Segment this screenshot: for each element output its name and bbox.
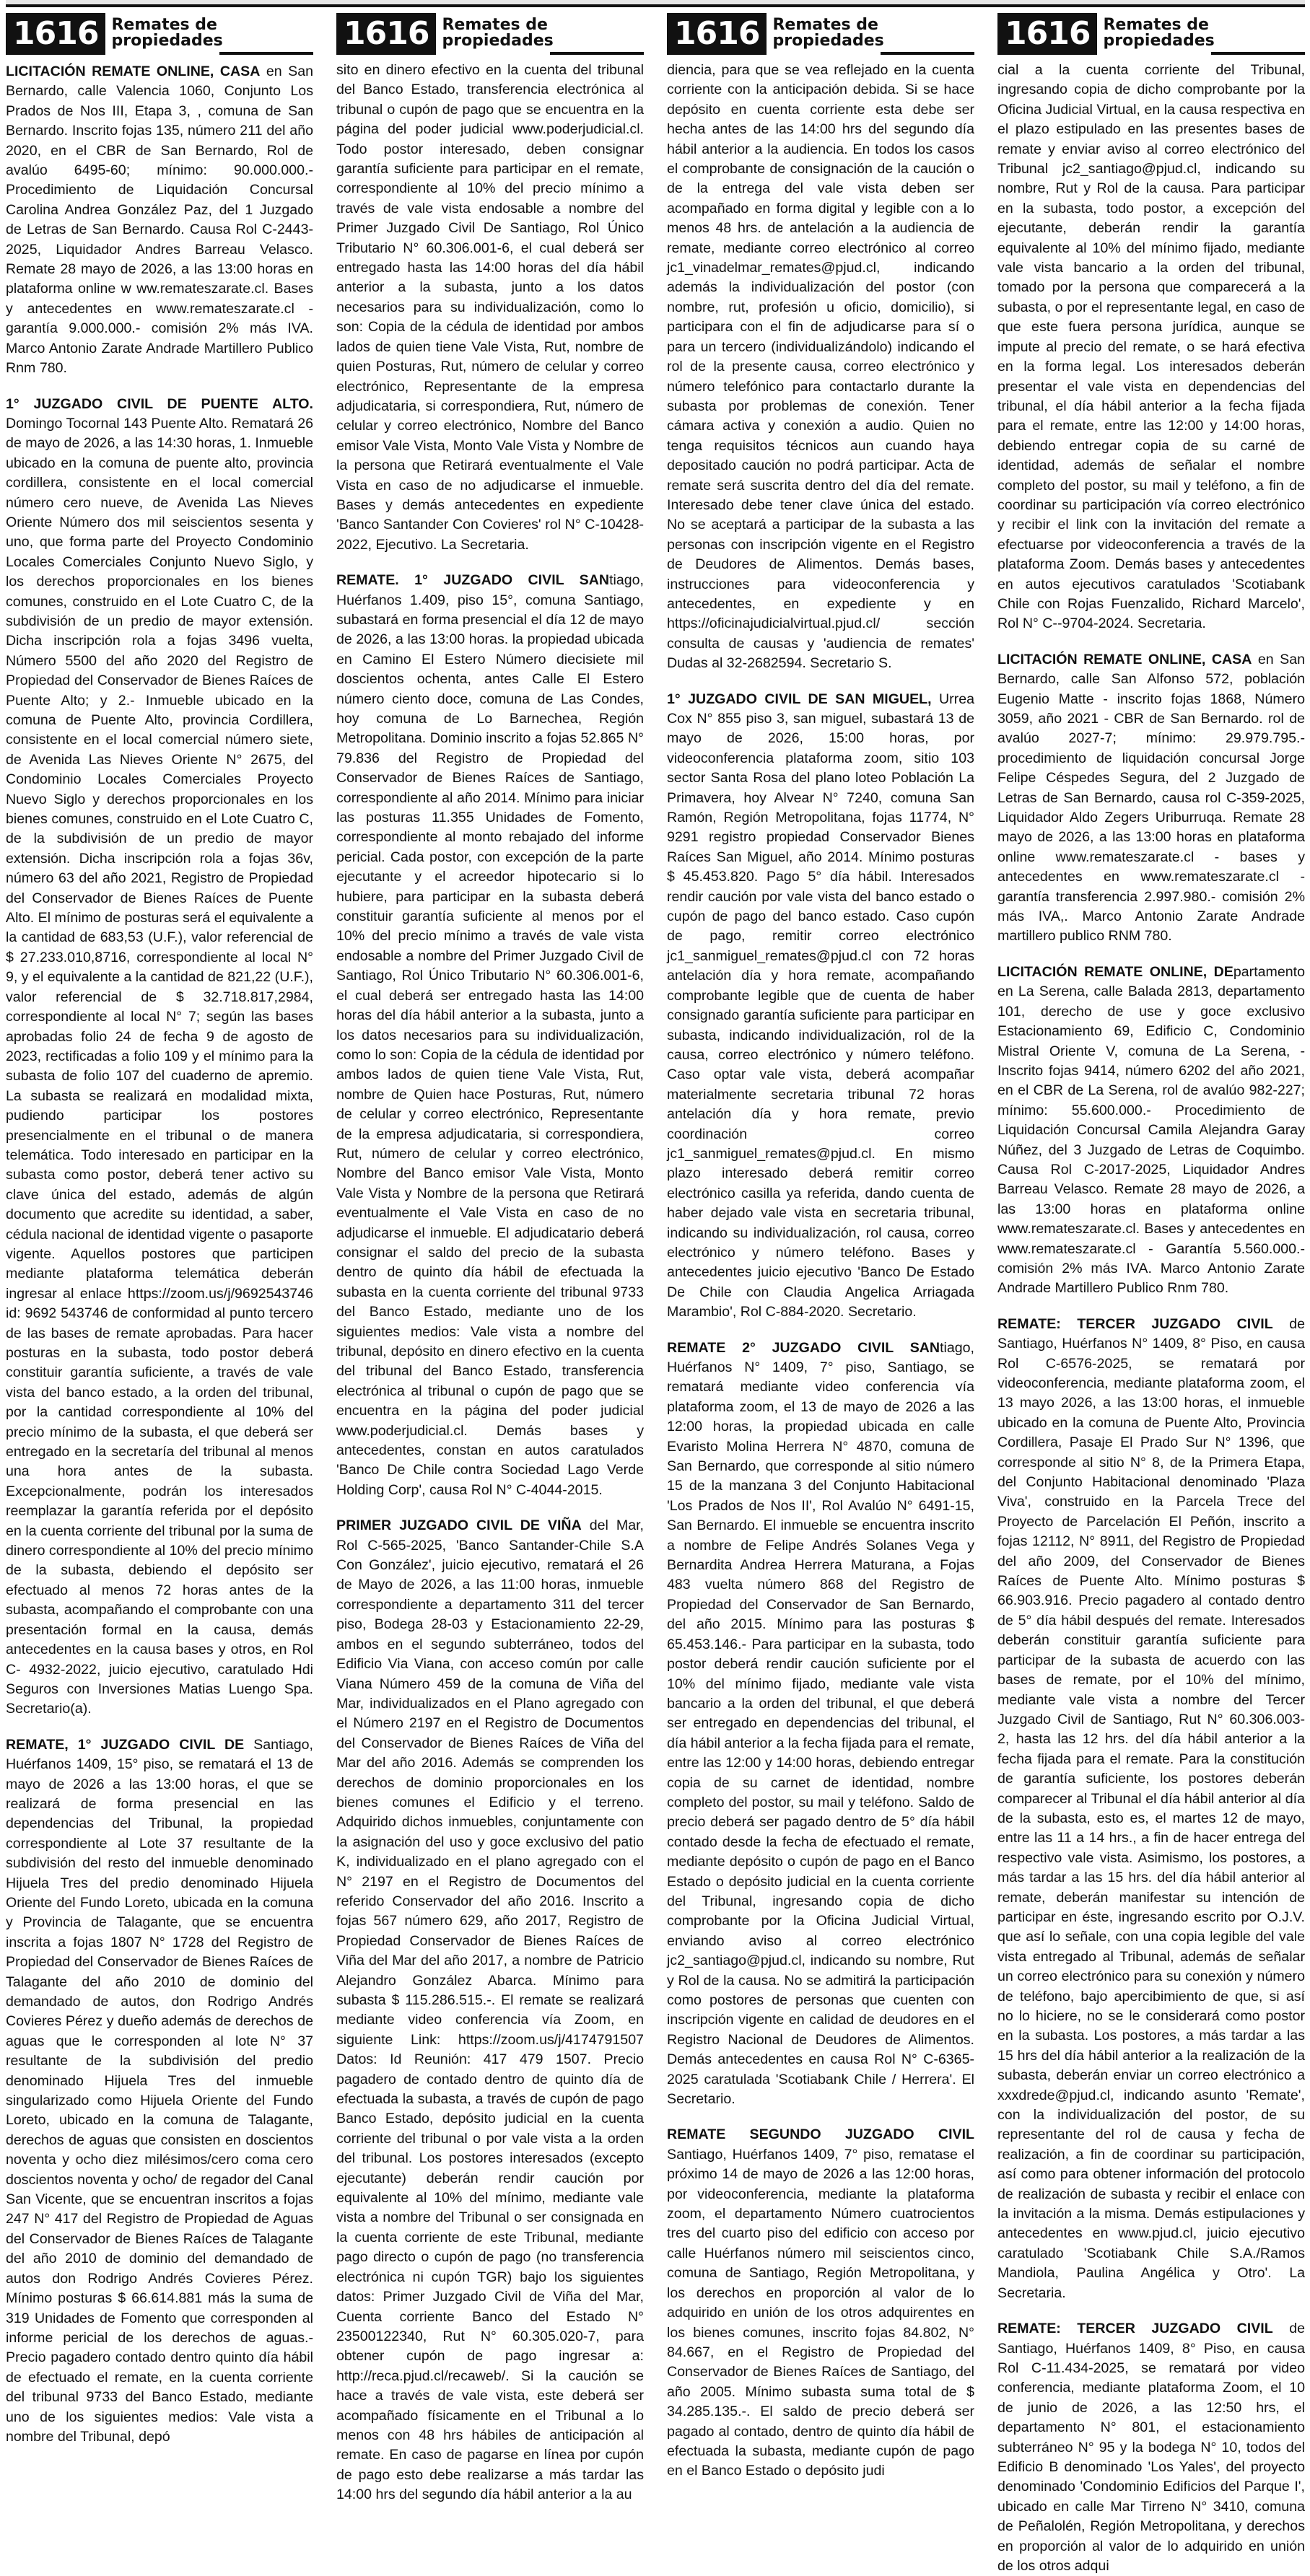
classified-ad (6, 395, 313, 1719)
ad-body: tiago, Huérfanos N° 1409, 7° piso, Santiago, se rematará mediante video conferencia vía plataforma zoom, el 13 de mayo de 2026 a las 12:00 horas, la propiedad ubicada en calle Evaristo Molina Herrera N° 4870, comuna de San Bernardo, que corresponde al sitio número 15 de la manzana 3 del Conjunto Habitacional 'Los Prados de Nos II', Rol Avalúo N° 6491-15, San Bernardo. El inmueble se encuentra inscrito a nombre de Felipe Andrés Solanes Vega y Bernardita Andrea Herrera Maturana, a Fojas 483 vuelta número 868 del Registro de Propiedad del Conservador de San Bernardo, del año 2015. Mínimo para las posturas $ 65.453.146.- Para participar en la subasta, todo postor deberá rendir caución suficiente por el 10% del mínimo fijado, mediante vale vista bancario a la orden del tribunal, el que deberá ser entregado en dependencias del tribunal, el día hábil anterior a la fecha fijada para el remate, entre las 12:00 y 14:00 horas, debiendo entregar copia de su carnet de identidad, nombre completo del postor, su mail y teléfono. Saldo de precio deberá ser pagado dentro de 5° día hábil contado desde la fecha de efectuado el remate, mediante depósito o cupón de pago en el Banco Estado o depósito judicial en la cuenta corriente del Tribunal, ingresando copia de dicho comprobante por la Oficina Judicial Virtual, enviando aviso al correo electrónico jc2_santiago@pjud.cl, indicando su nombre, Rut y Rol de la causa. No se admitirá la participación como postores de personas que cuenten con inscripción vigente en calidad de deudores en el Registro Nacional de Deudores de Alimentos. Demás antecedentes en causa Rol N° C-6365-2025 caratulada 'Scotiabank Chile / Herrera'. El Secretario. (667, 1339, 974, 2108)
classified-ad (6, 1735, 313, 2448)
classified-ad-continued (667, 61, 974, 674)
column-1 (6, 13, 313, 2466)
section-title: Remates de propiedades (1103, 16, 1215, 50)
column-header (336, 13, 644, 55)
ad-body: Domingo Tocornal 143 Puente Alto. Rematará 26 de mayo de 2026, a las 14:30 horas, 1. Inmueble ubicado en la comuna de puente alto, provincia cordillera, consistente en el local comercial número cero nueve, de Avenida Las Nieves Oriente Número dos mil seiscientos sesenta y uno, que forma parte del Proyecto Condominio Locales Comerciales Conjunto Nuevo Siglo, y los derechos proporcionales en los bienes comunes, construido en el Lote Cuatro C, de la subdivisión de un predio de mayor extensión. Dicha inscripción rola a fojas 3496 vuelta, Número 5500 del año 2020 del Registro de Propiedad del Conservador de Bienes Raíces de Puente Alto; y 2.- Inmueble ubicado en la comuna de Puente Alto, provincia Cordillera, consistente en el local comercial número siete, de Avenida Las Nieves Oriente N° 2675, del Condominio Locales Comerciales Proyecto Nuevo Siglo y derechos proporcionales en los bienes comunes, construido en el Lote Cuatro C, de la subdivisión de un predio de mayor extensión. Dicha inscripción rola a fojas 36v, número 63 del año 2021, Registro de Propiedad del Conservador de Bienes Raíces de Puente Alto. El mínimo de posturas será el equivalente a la cantidad de 683,53 (U.F.), valor referencial de $ 27.233.010,8716, correspondiente al local N° 9, y el equivalente a la cantidad de 821,22 (U.F.), valor referencial de $ 32.718.817,2984, correspondiente al local N° 7; según las bases aprobadas folio 24 de fecha 9 de agosto de 2023, rectificadas a folio 109 y el mínimo para la subasta de folio 107 del cuaderno de apremio. La subasta se realizará en modalidad mixta, pudiendo participar los postores presencialmente en el tribunal o de manera telemática. Todo interesado en participar en la subasta como postor, deberá tener activo su clave única del estado, además de algún documento que acredite su identidad, a saber, cédula nacional de identidad vigente o pasaporte vigente. Aquellos postores que participen mediante plataforma telemática deberán ingresar al enlace https://zoom.us/j/9692543746 id: 9692 543746 de conformidad al punto tercero de las bases de remate aprobadas. Para hacer posturas en la subasta, todo postor deberá constituir garantía suficiente, a través de vale vista del banco estado, a la orden del tribunal, por la cantidad correspondiente al 10% del precio mínimo de la subasta, el que deberá ser entregado en la secretaría del tribunal al menos una hora antes de la subasta. Excepcionalmente, podrán los interesados reemplazar la garantía referida por el depósito en la cuenta corriente del tribunal por la suma de dinero correspondiente al 10% del precio mínimo de la subasta, debiendo el depósito ser efectuado al menos 72 horas antes de la subasta, acompañando el comprobante con una presentación formal en la causa, demás antecedentes en la causa bases y otros, en Rol C- 4932-2022, juicio ejecutivo, caratulado Hdi Seguros con Inversiones Matias Luengo Spa. Secretario(a). (6, 415, 313, 1717)
column-header (997, 13, 1305, 55)
ad-lead: REMATE. 1° JUZGADO CIVIL SAN (336, 572, 610, 589)
classified-ad-continued (997, 61, 1305, 634)
classified-ad-continued (336, 61, 644, 555)
columns (6, 13, 1306, 2574)
header-rule (881, 13, 974, 55)
ad-lead: REMATE SEGUNDO JUZGADO CIVIL (667, 2126, 974, 2143)
classified-ad (336, 571, 644, 1500)
ad-body: cial a la cuenta corriente del Tribunal, ingresando copia de dicho comprobante por la Oficina Judicial Virtual, en la causa respectiva en el plazo estipulado en las presentes bases de remate y enviar aviso al correo electrónico del Tribunal jc2_santiago@pjud.cl, indicando su nombre, Rut y Rol de la causa. Para participar en la subasta, todo postor, a excepción del ejecutante, deberán rendir la garantía equivalente al 10% del mínimo fijado, mediante vale vista bancario a la orden del tribunal, tomado por la persona que comparecerá a la subasta, o por el representante legal, en caso de que este fuera persona jurídica, aunque se impute al precio del remate, o se hará efectiva en la forma legal. Los interesados deberán presentar el vale vista en dependencias del tribunal, el día hábil anterior a la fecha fijada para el remate, entre las 12:00 y 14:00 horas, debiendo entregar copia de su carné de identidad, además de señalar el nombre completo del postor, su mail y teléfono, a fin de coordinar su participación vía correo electrónico y recibir el link con la invitación del remate a efectuarse por videoconferencia a través de la plataforma Zoom. Demás bases y antecedentes en autos ejecutivos caratulados 'Scotiabank Chile con Rojas Fuenzalido, Richard Marcelo', Rol N° C--9704-2024. Secretaria. (997, 62, 1305, 632)
ad-body: tiago, Huérfanos 1.409, piso 15°, comuna Santiago, subastará en forma presencial el día 12 de mayo de 2026, a las 13:00 horas. la propiedad ubicada en Camino El Estero Número diecisiete mil doscientos ochenta, antes Calle El Estero número ciento doce, comuna de Las Condes, hoy comuna de Lo Barnechea, Región Metropolitana. Dominio inscrito a fojas 52.865 N° 79.836 del Registro de Propiedad del Conservador de Bienes Raíces de Santiago, correspondiente al año 2014. Mínimo para iniciar las posturas 11.355 Unidades de Fomento, correspondiente al monto rebajado del informe pericial. Cada postor, con excepción de la parte ejecutante y el acreedor hipotecario si lo hubiere, para participar en la subasta deberá constituir garantía suficiente al menos por el 10% del precio mínimo a través de vale vista endosable a nombre del Primer Juzgado Civil de Santiago, Rol Único Tributario N° 60.306.001-6, el cual deberá ser entregado hasta las 14:00 horas del día hábil anterior a la subasta, junto a los datos necesarios para su individualización, como lo son: Copia de la cédula de identidad por ambos lados de quien tiene Vale Vista, Rut, nombre de Quien hace Posturas, Rut, número de celular y correo electrónico, Representante de la empresa adjudicataria, si correspondiera, Rut, número de celular y correo electrónico, Nombre del Banco emisor Vale Vista, Monto Vale Vista y Nombre de la persona que Retirará eventualmente el Vale Vista en caso de no adjudicarse el inmueble. El adjudicatario deberá consignar el saldo del precio de la subasta dentro de quinto día hábil de efectuada la subasta en la cuenta corriente del tribunal 9733 del Banco Estado, mediante uno de los siguientes medios: Vale vista a nombre del tribunal, depósito en dinero efectivo en la cuenta del tribunal del Banco Estado, transferencia electrónica al tribunal o cupón de pago que se encuentra en la página del poder judicial www.poderjudicial.cl. Demás bases y antecedentes, constan en autos caratulados 'Banco De Chile contra Sociedad Lago Verde Holding Corp', causa Rol N° C-4044-2015. (336, 572, 644, 1498)
section-number: 1616 (6, 13, 105, 55)
ad-body: Santiago, Huérfanos 1409, 15° piso, se rematará el 13 de mayo de 2026 a las 13:00 horas, el que se realizará de forma presencial en las dependencias del Tribunal, la propiedad correspondiente al Lote 37 resultante de la subdivisión del resto del inmueble denominado Hijuela Tres del predio denominado Hijuela Oriente del Fundo Loreto, ubicada en la comuna y Provincia de Talagante, que se encuentra inscrita a fojas 1807 N° 1728 del Registro de Propiedad del Conservador de Bienes Raíces de Talagante del año 2010 de dominio del demandado de autos, don Rodrigo Andrés Covieres Pérez y dueño además de derechos de aguas que le corresponden al lote N° 37 resultante de la subdivisión del predio denominado Hijuela Tres del inmueble singularizado como Hijuela Oriente del Fundo Loreto, ubicado en la comuna de Talagante, derechos de aguas que consisten en doscientos noventa y ocho diez milésimos/cero coma cero doscientos noventa y ocho/ de regador del Canal San Vicente, que se encuentran inscritos a fojas 247 N° 417 del Registro de Propiedad de Aguas del Conservador de Bienes Raíces de Talagante del año 2010 de dominio del demandado de autos don Rodrigo Andrés Covieres Pérez. Mínimo posturas $ 66.614.881 más la suma de 319 Unidades de Fomento que corresponden al informe pericial de los derechos de aguas.- Precio pagadero contado dentro quinto día hábil de efectuado el remate, en la cuenta corriente del tribunal 9733 del Banco Estado, mediante uno de los siguientes medios: Vale vista a nombre del Tribunal, depó (6, 1736, 313, 2445)
ad-body: diencia, para que se vea reflejado en la cuenta corriente con la anticipación debida. Si se hace depósito en cuenta corriente esta debe ser hecha antes de las 14:00 hrs del segundo día hábil anterior a la audiencia. En todos los casos el comprobante de consignación de la caución o de la entrega del vale vista deben ser acompañado en forma digital y legible con a lo menos 48 hrs. de antelación a la audiencia de remate, mediante correo electrónico al correo jc1_vinadelmar_remates@pjud.cl, indicando además la individualización del postor (con nombre, rut, profesión u oficio, domicilio), si participara con el fin de adjudicarse para sí o para un tercero (individualizándolo) indicando el rol de la presente causa, correo electrónico y número telefónico para contactarlo durante la subasta por problemas de conexión. Tener cámara activa y conexión a audio. Quien no tenga requisitos técnicos aun cuando haya depositado caución no podrá participar. Acta de remate será suscrita dentro del día del remate. Interesado debe tener clave única del estado. No se aceptará a participar de la subasta a las personas con inscripción vigente en el Registro de Deudores de Alimentos. Demás bases, instrucciones para videoconferencia y antecedentes, en expediente y en https://oficinajudicialvirtual.pjud.cl/ sección consulta de causas y 'audiencia de remates' Dudas al 32-2682594. Secretario S. (667, 62, 974, 672)
column-3 (667, 13, 974, 2479)
ad-body: partamento en La Serena, calle Balada 2813, departamento 101, derecho de use y goce exclusivo Estacionamiento 69, Edificio C, Condominio Mistral Oriente V, comuna de La Serena, -Inscrito fojas 9414, número 6202 del año 2021, en el CBR de La Serena, rol de avalúo 982-227; mínimo: 55.600.000.- Procedimiento de Liquidación Concursal Camila Alejandra Garay Núñez, del 3 Juzgado de Letras de Coquimbo. Causa Rol C-2017-2025, Liquidador Andres Barreau Velasco. Remate 28 mayo de 2026, a las 13:00 horas en plataforma online www.remateszarate.cl. Bases y antecedentes en www.remateszarate.cl - Garantía 5.560.000.- comisión 2% más IVA. Marco Antonio Zarate Andrade Martillero Publico Rnm 780. (997, 963, 1305, 1297)
section-number: 1616 (997, 13, 1097, 55)
header-rule (1211, 13, 1305, 55)
ad-body: del Mar, Rol C-565-2025, 'Banco Santander-Chile S.A Con González', juicio ejecutivo, rematará el 26 de Mayo de 2026, a las 11:00 horas, inmueble correspondiente a departamento 311 del tercer piso, Bodega 28-03 y Estacionamiento 22-29, ambos en el segundo subterráneo, todos del Edificio Via Viana, con acceso común por calle Viana Número 459 de la comuna de Viña del Mar, individualizados en el Plano agregado con el Número 2197 en el Registro de Documentos del Conservador de Bienes Raíces de Viña del Mar del año 2016. Además se comprenden los derechos de dominio proporcionales en los bienes comunes el Edificio y el terreno. Adquirido dichos inmuebles, conjuntamente con la asignación del uso y goce exclusivo del patio K, individualizado en el plano agregado con el N° 2197 en el Registro de Documentos del referido Conservador del año 2016. Inscrito a fojas 567 número 629, año 2017, Registro de Propiedad Conservador de Bienes Raíces de Viña del Mar del año 2017, a nombre de Patricio Alejandro González Abarca. Mínimo para subasta $ 115.286.515.-. El remate se realizará mediante video conferencia vía Zoom, en siguiente Link: https://zoom.us/j/4174791507 Datos: Id Reunión: 417 479 1507. Precio pagadero de contado dentro de quinto día de efectuada la subasta, a través de cupón de pago Banco Estado, depósito judicial en la cuenta corriente del tribunal o por vale vista a la orden del tribunal. Los postores interesados (excepto ejecutante) deberán rendir caución por equivalente al 10% del mínimo, mediante vale vista a nombre del Tribunal o ser consignada en la cuenta corriente de este Tribunal, mediante pago directo o cupón de pago (no transferencia electrónica ni cupón TGR) bajo los siguientes datos: Primer Juzgado Civil de Viña del Mar, Cuenta corriente Banco del Estado N° 23500122340, Rut N° 60.305.020-7, para obtener cupón de pago ingresar a: http://reca.pjud.cl/recaweb/. Si la caución se hace a través de vale vista, este deberá ser acompañado físicamente en el Tribunal a lo menos con 48 hrs hábiles de anticipación al remate. En caso de pagarse en línea por cupón de pago esto debe realizarse a más tardar las 14:00 hrs del segundo día hábil anterior a la au (336, 1517, 644, 2503)
ad-lead: 1° JUZGADO CIVIL DE PUENTE ALTO. (6, 395, 313, 412)
section-title: Remates de propiedades (772, 16, 884, 50)
top-rule (6, 4, 1305, 7)
ad-lead: 1° JUZGADO CIVIL DE SAN MIGUEL, (667, 691, 932, 707)
classified-ad (667, 2125, 974, 2481)
ad-lead: LICITACIÓN REMATE ONLINE, CASA (6, 63, 261, 79)
column-header (667, 13, 974, 55)
ad-body: de Santiago, Huérfanos N° 1409, 8° Piso, en causa Rol C-6576-2025, se rematará por videoconferencia, mediante plataforma zoom, el 13 mayo 2026, a las 13:00 horas, el inmueble ubicado en la comuna de Puente Alto, Provincia Cordillera, Pasaje El Prado Sur N° 1396, que corresponde al sitio N° 8, de la Primera Etapa, del Conjunto Habitacional denominado 'Plaza Viva', construido en la Parcela Trece del Proyecto de Parcelación El Peñón, inscrito a fojas 12112, N° 8911, del Registro de Propiedad del año 2009, del Conservador de Bienes Raíces de Puente Alto. Mínimo posturas $ 66.903.916. Precio pagadero al contado dentro de 5° día hábil después del remate. Interesados deberán constituir garantía suficiente para participar de la subasta de acuerdo con las bases de remate, por el 10% del mínimo, mediante vale vista a nombre del Tercer Juzgado Civil de Santiago, Rut N° 60.306.003- 2, hasta las 12 hrs. del día hábil anterior a la fecha fijada para el remate. Para la constitución de garantía suficiente, los postores deberán comparecer al Tribunal el día hábil anterior al día de la subasta, esto es, el martes 12 de mayo, entre las 11 a 14 hrs., a fin de hacer entrega del respectivo vale vista. Asimismo, los postores, a más tardar a las 15 hrs. del día hábil anterior al remate, deberán manifestar su intención de participar en éste, ingresando escrito por O.J.V. que así lo señale, con una copia legible del vale vista entregado al Tribunal, además de señalar un correo electrónico para su conexión y número de teléfono, bajo apercibimiento de que, si así no lo hiciere, no se le considerará como postor en la subasta. Los postores, a más tardar a las 15 hrs del día hábil anterior a la realización de la subasta, deberán enviar un correo electrónico a xxxdrede@pjud.cl, indicando asunto 'Remate', con la individualización del postor, de su representante del rol de causa y fecha de realización, a fin de coordinar su participación, así como para obtener información del protocolo de realización de subasta y recibir el enlace con la invitación a la misma. Demás estipulaciones y antecedentes en www.pjud.cl, juicio ejecutivo caratulado 'Scotiabank Chile S.A./Ramos Mandiola, Paulina Angélica y Otro'. La Secretaria. (997, 1315, 1305, 2301)
ad-body: en San Bernardo, calle San Alfonso 572, población Eugenio Matte - inscrito fojas 1868, Número 3059, año 2021 - CBR de San Bernardo. rol de avalúo 2027-7; mínimo: 29.979.795.- procedimiento de liquidación concursal Jorge Felipe Céspedes Segura, del 2 Juzgado de Letras de San Bernardo, causa rol C-359-2025, Liquidador Aldo Zegers Uriburruqa. Remate 28 mayo de 2026, a las 13:00 horas en plataforma online www.remateszarate.cl - bases y antecedentes en www.remateszarate.cl - garantía transferencia 2.997.980.- comisión 2% más IVA,. Marco Antonio Zarate Andrade martillero publico RNM 780. (997, 651, 1306, 945)
ad-lead: REMATE: TERCER JUZGADO CIVIL (997, 2321, 1273, 2337)
classified-ad (997, 963, 1305, 1299)
column-header (6, 13, 313, 55)
newspaper-page (6, 0, 1306, 2574)
ad-body: Santiago, Huérfanos 1409, 7° piso, rematase el próximo 14 de mayo de 2026 a las 12:00 horas, por videoconferencia, mediante la plataforma zoom, el departamento Número cuatrocientos tres del cuarto piso del edificio con acceso por calle Huérfanos número mil seiscientos cinco, comuna de Santiago, Región Metropolitana, y los derechos en proporción al valor de lo adquirido en unión de los otros adquirentes en los bienes comunes, inscrito fojas 84.802, N° 84.667, en el Registro de Propiedad del Conservador de Bienes Raíces de Santiago, del año 2005. Mínimo subasta suma total de $ 34.285.135.-. El saldo de precio deberá ser pagado al contado, dentro de quinto día hábil de efectuada la subasta, mediante cupón de pago en el Banco Estado o depósito judi (667, 2146, 974, 2479)
classified-ad (997, 1315, 1305, 2303)
section-title: Remates de propiedades (111, 16, 223, 50)
ad-body: en San Bernardo, calle Valencia 1060, Conjunto Los Prados de Nos III, Etapa 3, , comuna de San Bernardo. Inscrito fojas 135, número 211 del año 2020, en el CBR de San Bernardo, Rol de avalúo 6495-60; mínimo: 90.000.000.- Procedimiento de Liquidación Concursal Carolina Andrea González Paz, del 1 Juzgado de Letras de San Bernardo. Causa Rol C-2443-2025, Liquidador Andres Barreau Velasco. Remate 28 mayo de 2026, a las 13:00 horas en plataforma online w ww.remateszarate.cl. Bases y antecedentes en www.remateszarate.cl - garantía 9.000.000.- comisión 2% más IVA. Marco Antonio Zarate Andrade Martillero Publico Rnm 780. (6, 63, 314, 377)
ad-body: sito en dinero efectivo en la cuenta del tribunal del Banco Estado, transferencia electrónica al tribunal o cupón de pago que se encuentra en la página del poder judicial www.poderjudicial.cl. Todo postor interesado, deben consignar garantía suficiente para participar en el remate, correspondiente al 10% del precio mínimo a través de vale vista endosable a nombre del Primer Juzgado Civil De Santiago, Rol Único Tributario N° 60.306.001-6, el cual deberá ser entregado hasta las 14:00 horas del día hábil anterior a la subasta, junto a los datos necesarios para su individualización, como lo son: Copia de la cédula de identidad por ambos lados de quien tiene Vale Vista, Rut, nombre de quien Posturas, Rut, número de celular y correo electrónico, Representante de la empresa adjudicataria, si correspondiera, Rut, número de celular y correo electrónico, Nombre del Banco emisor Vale Vista, Monto Vale Vista y Nombre de la persona que Retirará eventualmente el Vale Vista en caso de no adjudicarse el inmueble. Bases y demás antecedentes en expediente 'Banco Santander Con Covieres' rol N° C-10428-2022, Ejecutivo. La Secretaria. (336, 62, 644, 553)
ad-lead: REMATE: TERCER JUZGADO CIVIL (997, 1315, 1273, 1332)
classified-ad (667, 690, 974, 1323)
ad-lead: LICITACIÓN REMATE ONLINE, DE (997, 963, 1233, 980)
ad-body: de Santiago, Huérfanos 1409, 8° Piso, en causa Rol C-11.434-2025, se rematará por video conferencia, mediante plataforma Zoom, el 10 de junio de 2026, a las 12:50 hrs, el departamento N° 801, el estacionamiento subterráneo N° 95 y la bodega N° 10, todos del Edificio B denominado 'Los Yales', del proyecto denominado 'Condominio Edificios del Parque I', ubicado en calle Mar Tirreno N° 3410, comuna de Peñalolén, Región Metropolitana, y derechos en proporción al valor de lo adquirido en unión de los otros adqui (997, 2321, 1305, 2574)
classified-ad (6, 62, 313, 379)
column-4 (997, 13, 1306, 2574)
ad-lead: PRIMER JUZGADO CIVIL DE VIÑA (336, 1517, 582, 1534)
column-2 (336, 13, 644, 2503)
section-number: 1616 (667, 13, 767, 55)
classified-ad (336, 1516, 644, 2505)
classified-ad (997, 650, 1305, 947)
classified-ad (667, 1339, 974, 2110)
section-title: Remates de propiedades (442, 16, 554, 50)
header-rule (219, 13, 313, 55)
ad-lead: REMATE, 1° JUZGADO CIVIL DE (6, 1736, 245, 1753)
ad-lead: LICITACIÓN REMATE ONLINE, CASA (997, 651, 1252, 667)
section-number: 1616 (336, 13, 436, 55)
ad-lead: REMATE 2° JUZGADO CIVIL SAN (667, 1339, 940, 1356)
header-rule (550, 13, 644, 55)
ad-body: Urrea Cox N° 855 piso 3, san miguel, subastará 13 de mayo de 2026, 15:00 horas, por videoconferencia plataforma zoom, sitio 103 sector Santa Rosa del plano loteo Población La Primavera, hoy Alvear N° 7240, comuna San Ramón, Región Metropolitana, fojas 11774, N° 9291 registro propiedad Conservador Bienes Raíces San Miguel, año 2014. Mínimo posturas $ 45.453.820. Pago 5° día hábil. Interesados rendir caución por vale vista del banco estado o cupón de pago del banco estado. Caso cupón de pago, remitir correo electrónico jc1_sanmiguel_remates@pjud.cl con 72 horas antelación día y hora remate, acompañando comprobante legible que de cuenta de haber consignado garantía suficiente para participar en subasta, indicando individualización, rol de la causa, correo electrónico y número teléfono. Caso optar vale vista, deberá acompañar materialmente secretaria tribunal 72 horas antelación día y hora remate, previo coordinación correo jc1_sanmiguel_remates@pjud.cl. En mismo plazo interesado deberá remitir correo electrónico casilla ya referida, dando cuenta de haber dejado vale vista en secretaria tribunal, indicando su individualización, rol causa, correo electrónico y número teléfono. Bases y antecedentes juicio ejecutivo 'Banco De Estado De Chile con Claudia Angelica Arriagada Marambio', Rol C-884-2020. Secretario. (667, 691, 974, 1320)
classified-ad (997, 2319, 1305, 2576)
